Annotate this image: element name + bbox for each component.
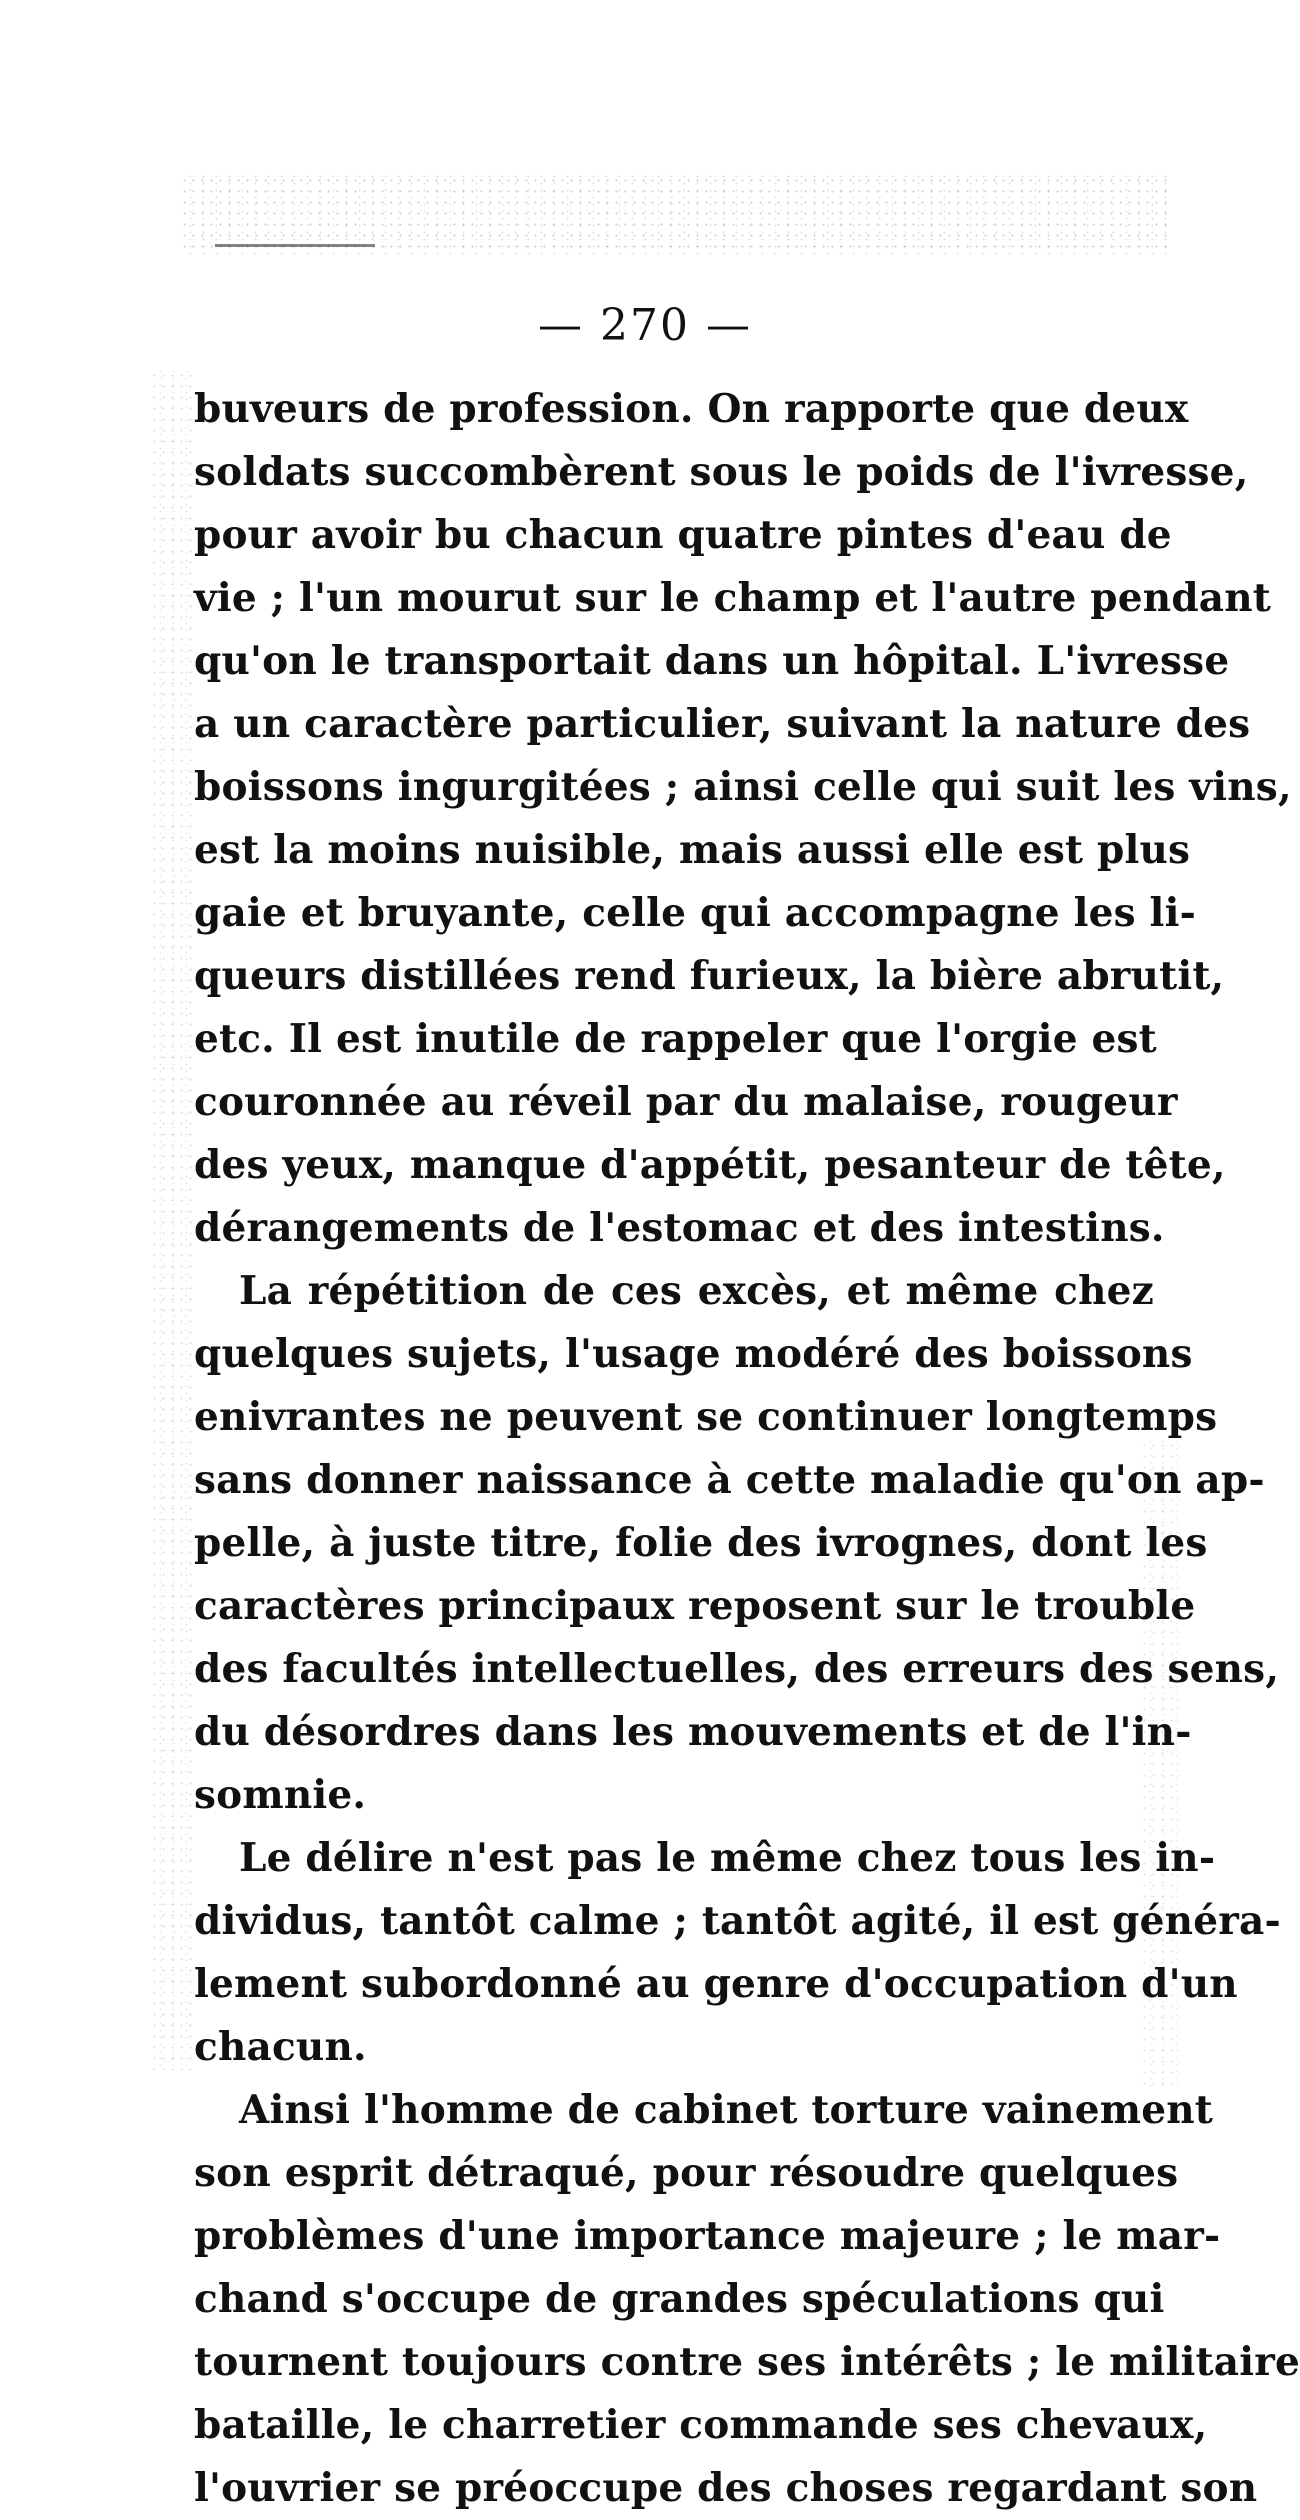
- header-rule: [215, 244, 375, 247]
- text-line: lement subordonné au genre d'occupation d'un: [194, 1961, 1238, 2007]
- text-line: chand s'occupe de grandes spéculations qui: [194, 2276, 1165, 2322]
- text-line: dividus, tantôt calme ; tantôt agité, il est généra-: [194, 1898, 1281, 1944]
- text-line: somnie.: [194, 1772, 367, 1818]
- text-line: boissons ingurgitées ; ainsi celle qui suit les vins,: [194, 764, 1292, 810]
- text-line: sans donner naissance à cette maladie qu'on ap-: [194, 1457, 1265, 1503]
- text-line: Le délire n'est pas le même chez tous les in-: [239, 1835, 1216, 1881]
- text-line: tournent toujours contre ses intérêts ; le militaire: [194, 2339, 1300, 2385]
- text-line: a un caractère particulier, suivant la nature des: [194, 701, 1251, 747]
- text-line: pelle, à juste titre, folie des ivrognes, dont les: [194, 1520, 1208, 1566]
- text-line: buveurs de profession. On rapporte que deux: [194, 386, 1189, 432]
- text-line: enivrantes ne peuvent se continuer longtemps: [194, 1394, 1218, 1440]
- text-line: des yeux, manque d'appétit, pesanteur de tête,: [194, 1142, 1226, 1188]
- text-line: est la moins nuisible, mais aussi elle est plus: [194, 827, 1191, 873]
- text-line: gaie et bruyante, celle qui accompagne les li-: [194, 890, 1196, 936]
- text-line: caractères principaux reposent sur le trouble: [194, 1583, 1196, 1629]
- text-line: couronnée au réveil par du malaise, rougeur: [194, 1079, 1178, 1125]
- text-line: La répétition de ces excès, et même chez: [239, 1268, 1154, 1314]
- text-line: chacun.: [194, 2024, 367, 2070]
- text-line: soldats succombèrent sous le poids de l'ivresse,: [194, 449, 1249, 495]
- text-line: qu'on le transportait dans un hôpital. L'ivresse: [194, 638, 1230, 684]
- text-line: l'ouvrier se préoccupe des choses regardant son: [194, 2465, 1258, 2511]
- page-number: — 270 —: [538, 300, 752, 351]
- text-line: pour avoir bu chacun quatre pintes d'eau de: [194, 512, 1172, 558]
- text-line: bataille, le charretier commande ses chevaux,: [194, 2402, 1208, 2448]
- scan-noise-left: [150, 370, 195, 2070]
- text-line: du désordres dans les mouvements et de l'in-: [194, 1709, 1192, 1755]
- text-line: etc. Il est inutile de rappeler que l'orgie est: [194, 1016, 1157, 1062]
- text-line: queurs distillées rend furieux, la bière abrutit,: [194, 953, 1225, 999]
- text-line: vie ; l'un mourut sur le champ et l'autre pendant: [194, 575, 1272, 621]
- text-line: problèmes d'une importance majeure ; le mar-: [194, 2213, 1221, 2259]
- body-text: [194, 378, 1300, 2520]
- text-line: des facultés intellectuelles, des erreurs des sens,: [194, 1646, 1280, 1692]
- text-line: Ainsi l'homme de cabinet torture vainement: [239, 2087, 1213, 2133]
- text-line: son esprit détraqué, pour résoudre quelques: [194, 2150, 1179, 2196]
- scan-noise-top: [180, 175, 1170, 255]
- text-line: dérangements de l'estomac et des intestins.: [194, 1205, 1165, 1251]
- text-line: quelques sujets, l'usage modéré des boissons: [194, 1331, 1193, 1377]
